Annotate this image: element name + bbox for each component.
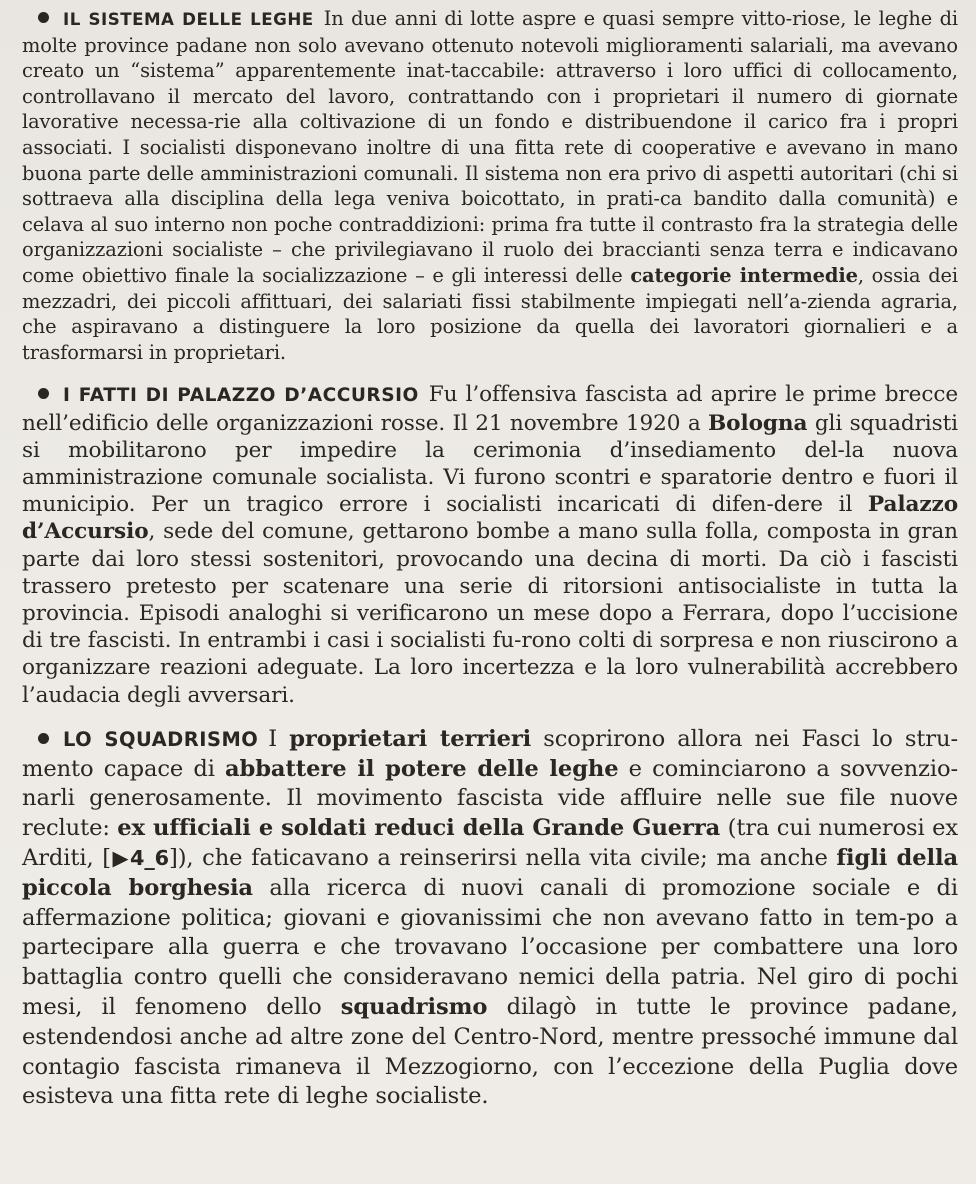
bullet-icon bbox=[38, 733, 49, 744]
cross-reference-link[interactable]: ▶4_6 bbox=[110, 845, 169, 870]
bullet-icon bbox=[38, 388, 49, 399]
bold-term: abbattere il potere delle leghe bbox=[225, 755, 619, 782]
section-paragraph bbox=[22, 725, 958, 1112]
paragraph-text: ]), che faticavano a reinserirsi nella vita civile; ma anche bbox=[169, 844, 837, 871]
section-heading: I FATTI DI PALAZZO D’ACCURSIO bbox=[63, 385, 419, 407]
paragraph-text: alla ricerca di nuovi canali di promozione sociale e di affermazione politica; giovani e giovanissimi che non avevano fatto in tem-po a partecipare alla guerra e che trovavano l’occasione per combattere una loro battaglia contro quelli che consideravano nemici della patria. Nel giro di pochi mesi, il fenomeno dello bbox=[22, 874, 958, 1020]
section-heading: IL SISTEMA DELLE LEGHE bbox=[63, 10, 314, 29]
paragraph-text: Fu l’offensiva fascista ad aprire le prime brecce nell’edificio delle organizzazioni rosse. Il 21 novembre 1920 a bbox=[22, 382, 958, 436]
bold-term: ex ufficiali e soldati reduci della Grande Guerra bbox=[117, 815, 721, 842]
section-heading: LO SQUADRISMO bbox=[63, 727, 259, 751]
bold-term: squadrismo bbox=[340, 993, 488, 1020]
paragraph-text: scoprirono allora nei Fasci lo stru-mento capace di bbox=[22, 725, 958, 782]
paragraph-text: e cominciarono a sovvenzio-narli generosamente. Il movimento fascista vide affluire nelle sue file nuove reclute: bbox=[22, 755, 958, 842]
bold-term: figli della piccola borghesia bbox=[22, 844, 958, 901]
section-sistema-leghe bbox=[22, 6, 958, 365]
paragraph-text: I bbox=[268, 725, 290, 752]
bold-term: proprietari terrieri bbox=[289, 725, 532, 752]
section-squadrismo bbox=[22, 725, 958, 1112]
paragraph-text: In due anni di lotte aspre e quasi sempre vitto-riose, le leghe di molte province padane non solo avevano ottenuto notevoli miglioramenti salariali, ma avevano creato un “sistema” apparentemente inat-taccabile: attraverso i loro uffici di collocamento, controllavano il mercato del lavoro, contrattando con i proprietari il numero di giornate lavorative necessa-rie alla coltivazione di un fondo e distribuendone il carico fra i propri associati. I socialisti disponevano inoltre di una fitta rete di cooperative e avevano in mano buona parte delle amministrazioni comunali. Il sistema non era privo di aspetti autoritari (chi si sottraeva alla disciplina della lega veniva boicottato, in prati-ca bandito dalla comunità) e celava al suo interno non poche contraddizioni: prima fra tutte il contrasto fra la strategia delle organizzazioni socialiste – che privilegiavano il ruolo dei braccianti senza terra e indicavano come obiettivo finale la socializzazione – e gli interessi delle bbox=[22, 7, 958, 287]
bold-term: Bologna bbox=[708, 410, 808, 436]
paragraph-text: , ossia dei mezzadri, dei piccoli affittuari, dei salariati fissi stabilmente impiegati nell’a-zienda agraria, che aspiravano a distinguere la loro posizione da quella dei lavoratori giornalieri e a trasformarsi in proprietari. bbox=[22, 263, 958, 364]
paragraph-text: gli squadristi si mobilitarono per impedire la cerimonia d’insediamento del-la nuova amministrazione comunale socialista. Vi furono scontri e sparatorie dentro e fuori il municipio. Per un tragico errore i socialisti incaricati di difen-dere il bbox=[22, 410, 958, 518]
section-paragraph bbox=[22, 381, 958, 708]
section-fatti-palazzo bbox=[22, 381, 958, 708]
paragraph-text: dilagò in tutte le province padane, estendendosi anche ad altre zone del Centro-Nord, mentre pressoché immune dal contagio fascista rimaneva il Mezzogiorno, con l’eccezione della Puglia dove esisteva una fitta rete di leghe socialiste. bbox=[22, 993, 958, 1110]
bold-term: Palazzo d’Accursio bbox=[22, 492, 958, 545]
paragraph-text: , sede del comune, gettarono bombe a mano sulla folla, composta in gran parte dai loro stessi sostenitori, provocando una decina di morti. Da ciò i fascisti trassero pretesto per scatenare una serie di ritorsioni antisocialiste in tutta la provincia. Episodi analoghi si verificarono un mese dopo a Ferrara, dopo l’uccisione di tre fascisti. In entrambi i casi i socialisti fu-rono colti di sorpresa e non riuscirono a organizzare reazioni adeguate. La loro incertezza e la loro vulnerabilità accrebbero l’audacia degli avversari. bbox=[22, 519, 958, 708]
bold-term: categorie intermedie bbox=[630, 263, 858, 287]
section-paragraph bbox=[22, 6, 958, 365]
paragraph-text: (tra cui numerosi ex Arditi, [ bbox=[22, 815, 959, 871]
bullet-icon bbox=[38, 12, 49, 23]
